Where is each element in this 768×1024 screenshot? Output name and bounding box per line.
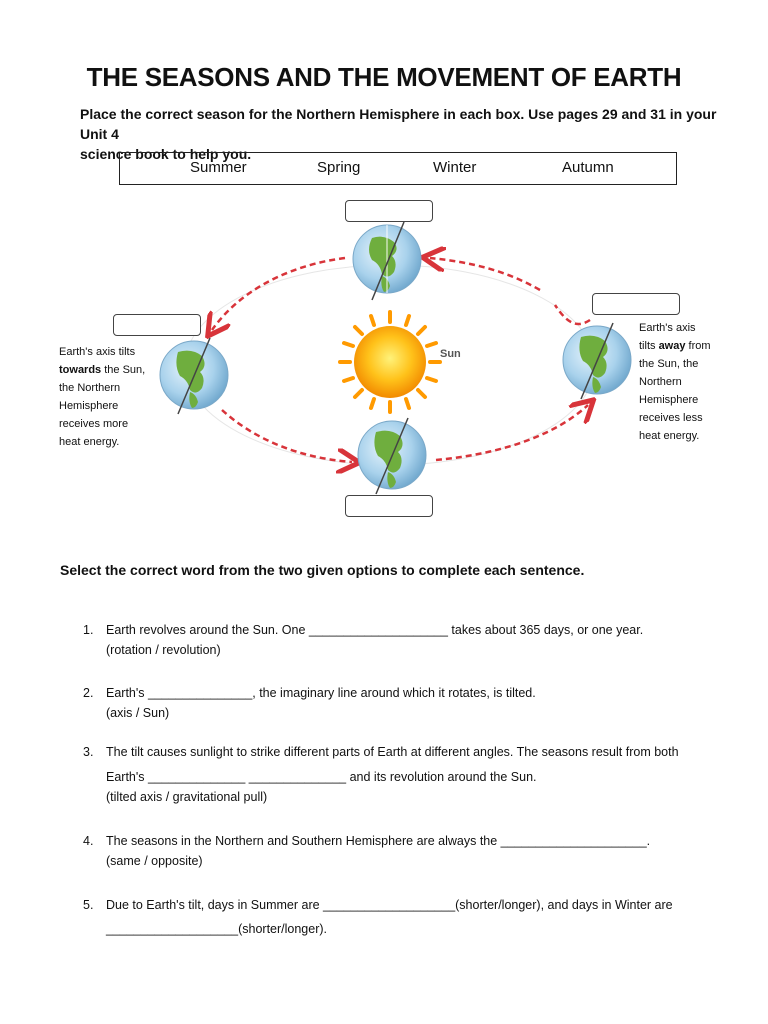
sun-icon [340, 312, 440, 412]
question-number: 5. [83, 898, 94, 912]
season-box-right[interactable] [592, 293, 680, 315]
question-options: (rotation / revolution) [106, 643, 221, 657]
note-right-line-6: receives less [639, 412, 703, 424]
question-text: The tilt causes sunlight to strike different parts of Earth at different angles. The seasons result from both [106, 745, 679, 759]
instructions-line-1: Place the correct season for the Northern Hemisphere in each box. Use pages 29 and 31 in your Unit 4 [80, 106, 717, 142]
note-left-line-4: Hemisphere [59, 400, 119, 412]
note-right-line-2 [639, 337, 729, 355]
word-bank-summer: Summer [190, 159, 247, 176]
question-options: (axis / Sun) [106, 706, 170, 720]
orbit-arrow-bottom-left [222, 410, 352, 462]
season-box-left[interactable] [113, 314, 201, 336]
note-right-line-4: Northern [639, 376, 682, 388]
note-right-line-7: heat energy. [639, 430, 700, 442]
word-bank-autumn: Autumn [562, 159, 614, 176]
note-away-sun [639, 319, 729, 445]
section-heading: Select the correct word from the two given options to complete each sentence. [60, 562, 585, 578]
note-right-line-2-pre: tilts [639, 340, 659, 352]
note-left-line-2-rest: the Sun, [101, 364, 146, 376]
question-number: 2. [83, 686, 94, 700]
note-right-line-5: Hemisphere [639, 394, 699, 406]
season-box-bottom[interactable] [345, 495, 433, 517]
question-options: (tilted axis / gravitational pull) [106, 790, 268, 804]
question-number: 1. [83, 623, 94, 637]
note-right-line-3: the Sun, the [639, 358, 699, 370]
word-bank [119, 152, 677, 185]
question-text: The seasons in the Northern and Southern Hemisphere are always the _____________________. [106, 834, 651, 848]
question-text: Earth's _______________, the imaginary line around which it rotates, is tilted. [106, 686, 536, 700]
earth-left-icon [160, 338, 228, 414]
note-left-line-2 [59, 361, 159, 379]
question-text-continued: Earth's ______________ ______________ and its revolution around the Sun. [106, 770, 537, 784]
note-left-line-3: the Northern [59, 382, 121, 394]
orbit-arrow-bottom-right [436, 405, 588, 460]
word-bank-winter: Winter [433, 159, 477, 176]
earth-right-icon [563, 323, 631, 399]
orbit-arrow-right-up [555, 305, 590, 324]
question-number: 3. [83, 745, 94, 759]
note-right-bold: away [658, 340, 686, 352]
question-number: 4. [83, 834, 94, 848]
orbit-arrow-top-left [212, 258, 345, 330]
note-left-line-5: receives more [59, 418, 129, 430]
question-options: (same / opposite) [106, 854, 203, 868]
earth-bottom-icon [358, 418, 426, 494]
page-title: THE SEASONS AND THE MOVEMENT OF EARTH [86, 62, 682, 92]
note-left-line-6: heat energy. [59, 436, 120, 448]
earth-top-icon [353, 222, 421, 300]
note-right-line-1: Earth's axis [639, 322, 696, 334]
season-box-top[interactable] [345, 200, 433, 222]
note-left-line-1: Earth's axis tilts [59, 346, 136, 358]
orbit-path [185, 265, 595, 465]
note-right-line-2-post: from [685, 340, 711, 352]
instructions-line-2: science book to help you. [80, 146, 252, 162]
question-text: Due to Earth's tilt, days in Summer are ___________________(shorter/longer), and days in Winter are [106, 898, 673, 912]
note-left-bold: towards [59, 364, 102, 376]
word-bank-spring: Spring [317, 159, 361, 176]
note-towards-sun [59, 343, 159, 451]
sun-label: Sun [440, 348, 461, 360]
question-text-continued: ___________________(shorter/longer). [106, 922, 328, 936]
question-text: Earth revolves around the Sun. One ____________________ takes about 365 days, or one year. [106, 623, 644, 637]
orbit-arrow-top-right [430, 258, 540, 290]
